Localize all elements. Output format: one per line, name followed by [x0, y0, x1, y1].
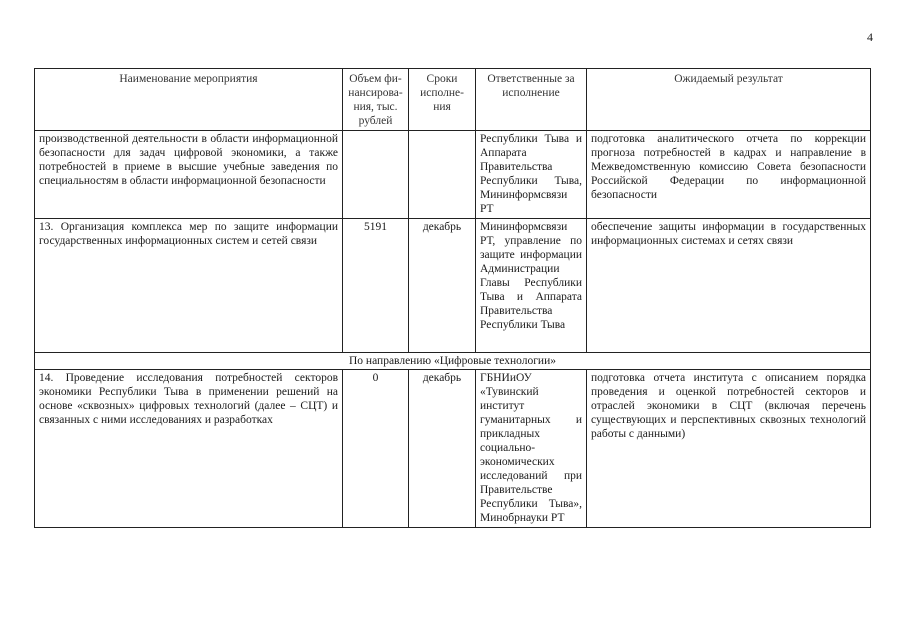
- table-row: [35, 131, 871, 219]
- cell-term: декабрь: [409, 370, 476, 528]
- cell-volume: 0: [343, 370, 409, 528]
- cell-term: декабрь: [409, 219, 476, 353]
- header-volume: Объем фи-нансирова-ния, тыс. рублей: [343, 69, 409, 131]
- header-responsible: Ответственные за исполнение: [476, 69, 587, 131]
- cell-volume: [343, 131, 409, 219]
- cell-responsible: Республики Тыва и Аппарата Правительства Республики Тыва, Мининформсвязи РТ: [476, 131, 587, 219]
- cell-name: 13. Организация комплекса мер по защите информации государственных информационных систем и сетей связи: [35, 219, 343, 353]
- page-number: 4: [867, 30, 873, 44]
- section-title: По направлению «Цифровые технологии»: [35, 353, 871, 370]
- cell-result: подготовка аналитического отчета по коррекции прогноза потребностей в кадрах и направление в Межведомственную комиссию Совета безопасности Российской Федерации по информационной безопасности: [587, 131, 871, 219]
- cell-result: подготовка отчета института с описанием порядка проведения и оценкой потребностей секторов и отраслей экономики в СЦТ (включая перечень существующих и перспективных сквозных технологий работы с данными): [587, 370, 871, 528]
- table-row: [35, 219, 871, 353]
- header-result: Ожидаемый результат: [587, 69, 871, 131]
- cell-responsible: Мининформсвязи РТ, управление по защите информации Администрации Главы Республики Тыва и Аппарата Правительства Республики Тыва: [476, 219, 587, 353]
- cell-name: 14. Проведение исследования потребностей секторов экономики Республики Тыва в применении решений на основе «сквозных» цифровых технологий (далее – СЦТ) и связанных с ними исследованиях и разработках: [35, 370, 343, 528]
- section-row: [35, 353, 871, 370]
- header-term: Сроки исполне-ния: [409, 69, 476, 131]
- table-header-row: [35, 69, 871, 131]
- cell-name: производственной деятельности в области информационной безопасности для задач цифровой экономики, а также потребностей в приеме в высшие учебные заведения по специальностям в области информационной безопасности: [35, 131, 343, 219]
- cell-result: обеспечение защиты информации в государственных информационных системах и сетях связи: [587, 219, 871, 353]
- measures-table: [34, 68, 871, 528]
- header-name: Наименование мероприятия: [35, 69, 343, 131]
- cell-volume: 5191: [343, 219, 409, 353]
- cell-term: [409, 131, 476, 219]
- cell-responsible: ГБНИиОУ «Тувинский институт гуманитарных и прикладных социально-экономических исследований при Правительстве Республики Тыва», Минобрнауки РТ: [476, 370, 587, 528]
- table-row: [35, 370, 871, 528]
